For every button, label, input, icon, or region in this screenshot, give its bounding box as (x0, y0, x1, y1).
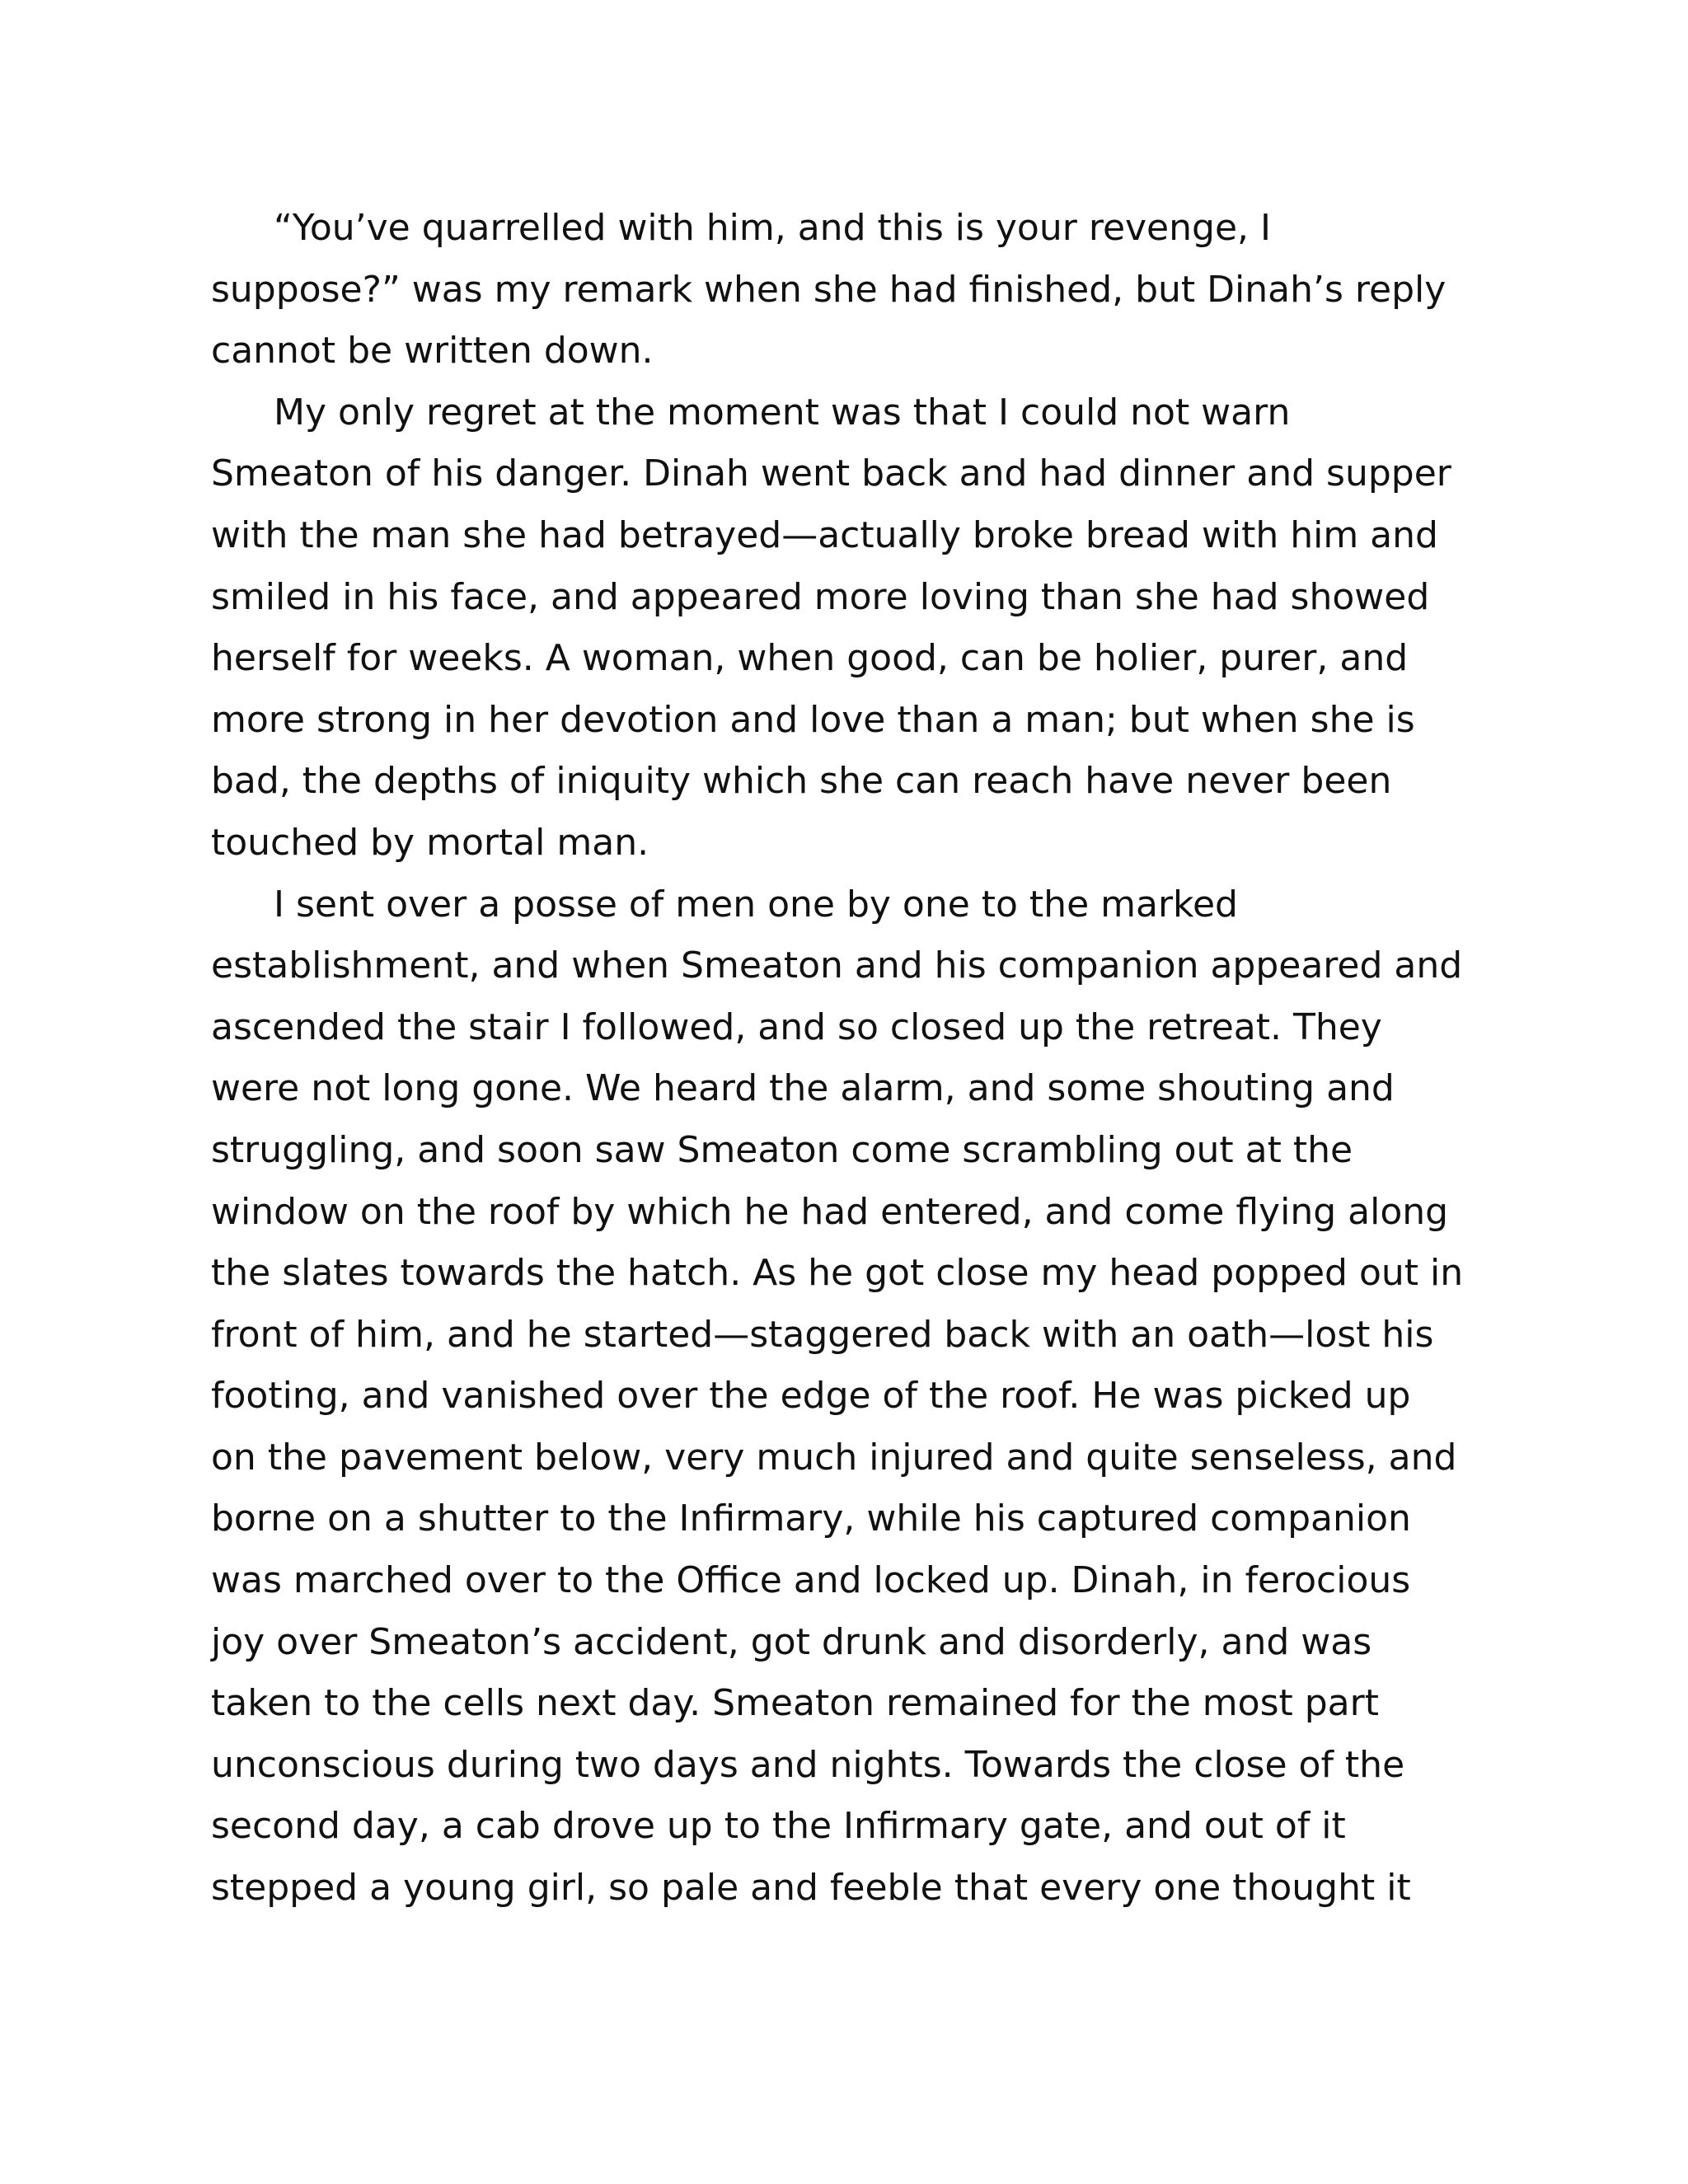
text-line: with the man she had betrayed—actually broke bread with him and (211, 513, 1438, 556)
text-line: establishment, and when Smeaton and his companion appeared and (211, 944, 1463, 987)
text-line: the slates towards the hatch. As he got close my head popped out in (211, 1252, 1464, 1295)
text-line: bad, the depths of iniquity which she can reach have never been (211, 760, 1392, 803)
body-text (211, 198, 1480, 1919)
text-line: “You’ve quarrelled with him, and this is your revenge, I (274, 207, 1271, 249)
text-line: joy over Smeaton’s accident, got drunk and disorderly, and was (211, 1620, 1372, 1663)
text-line: footing, and vanished over the edge of the roof. He was picked up (211, 1375, 1411, 1418)
text-line: taken to the cells next day. Smeaton remained for the most part (211, 1682, 1379, 1725)
text-line: touched by mortal man. (211, 821, 649, 864)
text-line: herself for weeks. A woman, when good, can be holier, purer, and (211, 637, 1409, 680)
text-line: borne on a shutter to the Infirmary, while his captured companion (211, 1497, 1411, 1540)
text-line: suppose?” was my remark when she had finished, but Dinah’s reply (211, 268, 1447, 311)
text-line: cannot be written down. (211, 330, 654, 373)
text-line: front of him, and he started—staggered back with an oath—lost his (211, 1313, 1434, 1356)
text-line: were not long gone. We heard the alarm, and some shouting and (211, 1067, 1395, 1110)
text-line: second day, a cab drove up to the Infirmary gate, and out of it (211, 1805, 1346, 1848)
text-line: I sent over a posse of men one by one to the marked (274, 883, 1238, 926)
text-line: more strong in her devotion and love than a man; but when she is (211, 698, 1415, 741)
text-line: Smeaton of his danger. Dinah went back and had dinner and supper (211, 452, 1451, 495)
text-line: on the pavement below, very much injured and quite senseless, and (211, 1436, 1457, 1479)
text-line: stepped a young girl, so pale and feeble that every one thought it (211, 1867, 1411, 1910)
text-line: struggling, and soon saw Smeaton come scrambling out at the (211, 1128, 1353, 1171)
text-line: unconscious during two days and nights. Towards the close of the (211, 1743, 1405, 1786)
text-line: was marched over to the Office and locked up. Dinah, in ferocious (211, 1559, 1411, 1602)
text-line: ascended the stair I followed, and so closed up the retreat. They (211, 1005, 1382, 1048)
text-line: My only regret at the moment was that I could not warn (274, 391, 1291, 434)
text-line: smiled in his face, and appeared more loving than she had showed (211, 575, 1430, 618)
text-line: window on the roof by which he had entered, and come flying along (211, 1190, 1449, 1233)
